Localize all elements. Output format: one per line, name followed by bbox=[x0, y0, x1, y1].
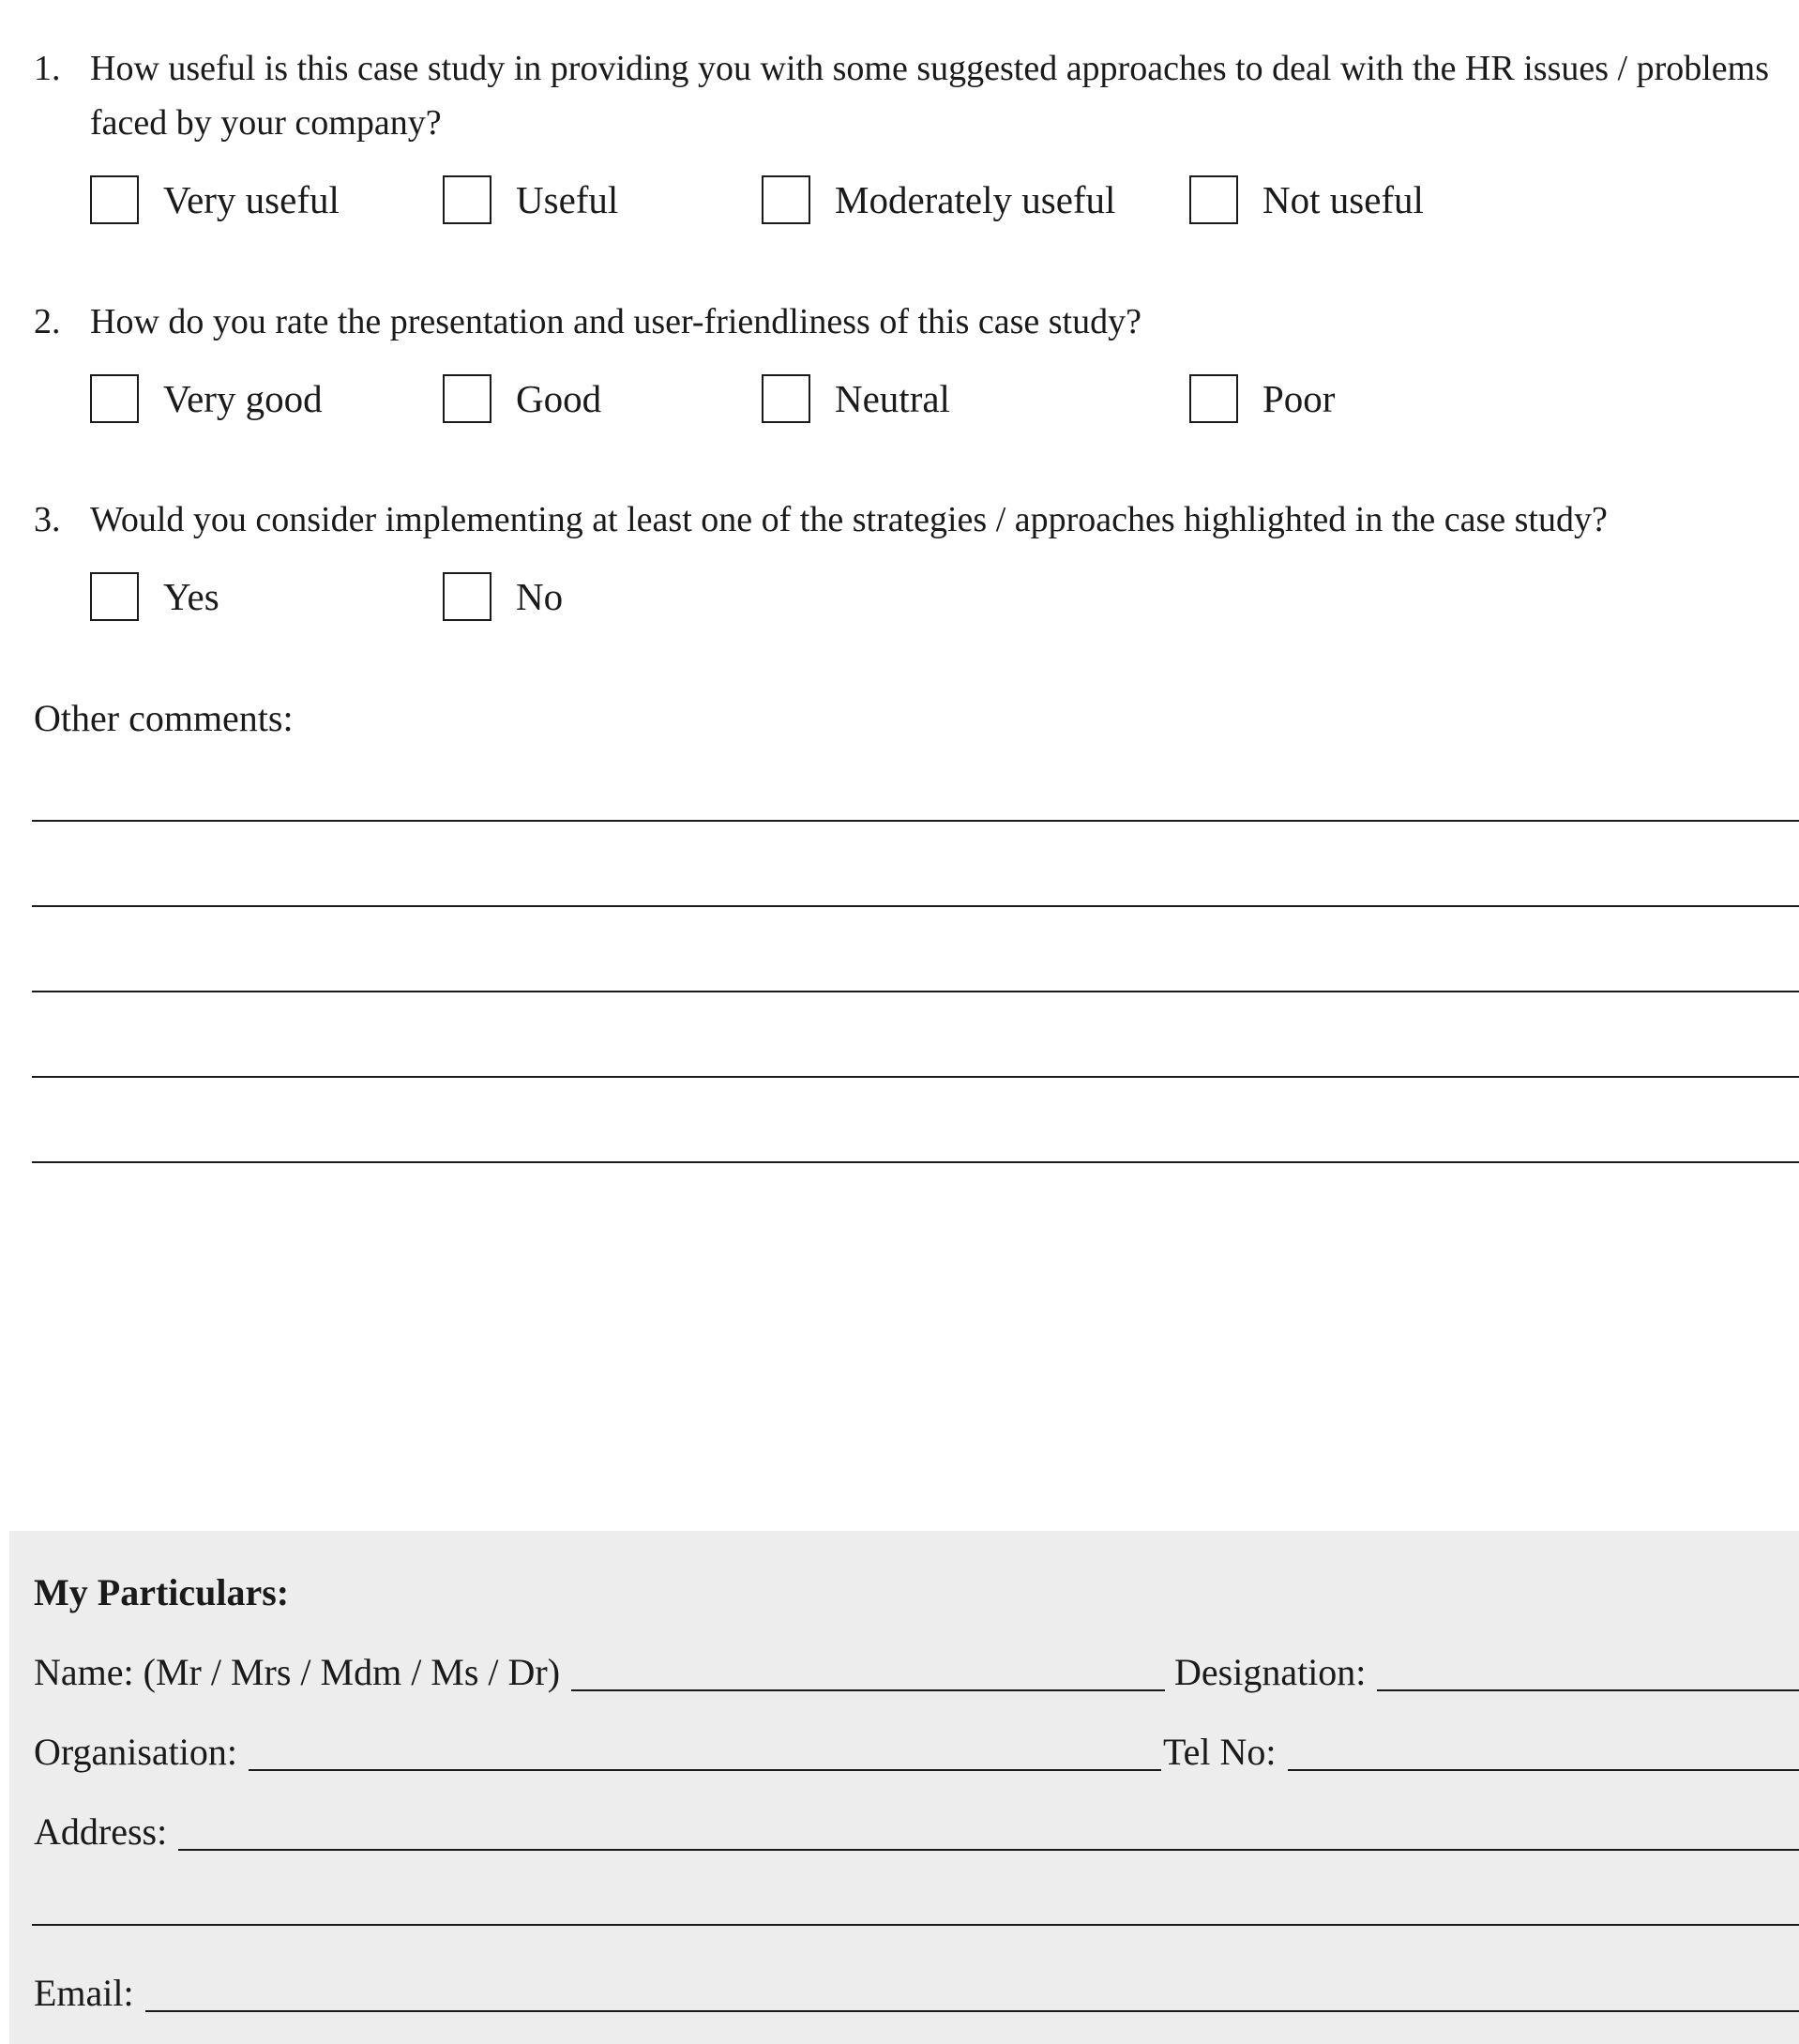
option-neutral[interactable] bbox=[762, 372, 950, 425]
option-label: Moderately useful bbox=[835, 178, 1116, 221]
checkbox[interactable] bbox=[1189, 374, 1238, 423]
comment-line-2[interactable] bbox=[32, 905, 1799, 907]
designation-field[interactable] bbox=[1174, 1646, 1799, 1699]
address-input-line[interactable] bbox=[178, 1815, 1799, 1851]
option-label: Not useful bbox=[1262, 178, 1424, 221]
option-yes[interactable] bbox=[90, 570, 219, 623]
question-3 bbox=[34, 492, 1608, 547]
option-label: Good bbox=[516, 377, 602, 420]
question-number: 3. bbox=[34, 500, 61, 539]
option-label: Neutral bbox=[835, 377, 950, 420]
option-poor[interactable] bbox=[1189, 372, 1335, 425]
option-very-useful[interactable] bbox=[90, 174, 340, 226]
question-number: 2. bbox=[34, 302, 61, 341]
name-input-line[interactable] bbox=[571, 1656, 1165, 1691]
checkbox[interactable] bbox=[90, 374, 139, 423]
address-label: Address: bbox=[34, 1810, 168, 1853]
option-label: Very useful bbox=[163, 178, 340, 221]
question-text: How do you rate the presentation and user-friendliness of this case study? bbox=[90, 302, 1141, 341]
option-good[interactable] bbox=[443, 372, 601, 425]
checkbox[interactable] bbox=[90, 572, 139, 621]
name-label: Name: (Mr / Mrs / Mdm / Ms / Dr) bbox=[34, 1651, 561, 1693]
comment-line-5[interactable] bbox=[32, 1161, 1799, 1163]
comment-line-4[interactable] bbox=[32, 1076, 1799, 1078]
email-field[interactable] bbox=[34, 1967, 1799, 2020]
email-label: Email: bbox=[34, 1972, 134, 2014]
question-text: Would you consider implementing at least one of the strategies / approaches highlighted in the case study? bbox=[90, 500, 1608, 539]
tel-input-line[interactable] bbox=[1288, 1735, 1799, 1771]
name-field[interactable] bbox=[34, 1646, 1165, 1699]
question-2 bbox=[34, 295, 1141, 349]
organisation-field[interactable] bbox=[34, 1726, 1161, 1779]
option-very-good[interactable] bbox=[90, 372, 323, 425]
checkbox[interactable] bbox=[443, 572, 491, 621]
question-1 bbox=[34, 41, 1769, 150]
designation-label: Designation: bbox=[1174, 1651, 1367, 1693]
option-useful[interactable] bbox=[443, 174, 618, 226]
option-label: Poor bbox=[1262, 377, 1336, 420]
option-not-useful[interactable] bbox=[1189, 174, 1424, 226]
checkbox[interactable] bbox=[443, 374, 491, 423]
comment-line-3[interactable] bbox=[32, 991, 1799, 992]
email-input-line[interactable] bbox=[145, 1976, 1799, 2012]
option-label: Very good bbox=[163, 377, 323, 420]
checkbox[interactable] bbox=[90, 175, 139, 224]
option-label: No bbox=[516, 575, 564, 618]
option-moderately-useful[interactable] bbox=[762, 174, 1115, 226]
option-label: Useful bbox=[516, 178, 619, 221]
checkbox[interactable] bbox=[762, 175, 810, 224]
checkbox[interactable] bbox=[443, 175, 491, 224]
tel-label: Tel No: bbox=[1163, 1731, 1277, 1773]
address-field[interactable] bbox=[34, 1806, 1799, 1858]
comment-line-1[interactable] bbox=[32, 820, 1799, 822]
question-number: 1. bbox=[34, 49, 61, 88]
address-input-line-2[interactable] bbox=[32, 1924, 1799, 1926]
option-label: Yes bbox=[163, 575, 219, 618]
comments-label: Other comments: bbox=[34, 697, 294, 739]
tel-field[interactable] bbox=[1163, 1726, 1799, 1779]
organisation-input-line[interactable] bbox=[249, 1735, 1161, 1771]
designation-input-line[interactable] bbox=[1377, 1656, 1799, 1691]
question-text: How useful is this case study in providing you with some suggested approaches to deal with the HR issues / problems bbox=[90, 49, 1769, 88]
organisation-label: Organisation: bbox=[34, 1731, 238, 1773]
checkbox[interactable] bbox=[762, 374, 810, 423]
question-text-continued: faced by your company? bbox=[90, 103, 442, 143]
particulars-title: My Particulars: bbox=[34, 1571, 290, 1613]
option-no[interactable] bbox=[443, 570, 563, 623]
checkbox[interactable] bbox=[1189, 175, 1238, 224]
